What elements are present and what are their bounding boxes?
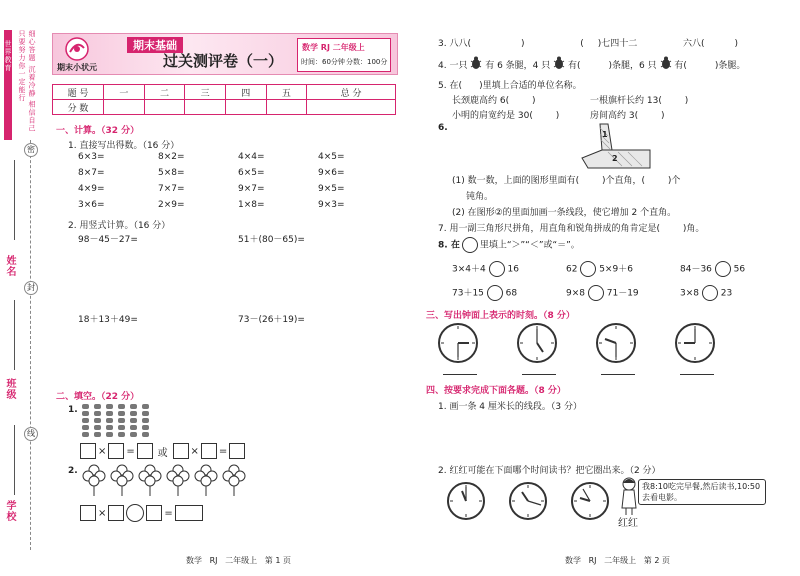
fill-1-equation (80, 443, 245, 459)
series-label: 期末基础 (127, 37, 183, 53)
bead-groups (80, 404, 170, 447)
q8-left: 62 (566, 264, 578, 275)
brand-vertical: 世界教育 (4, 40, 12, 72)
slogan-2: 细心答题 沉着冷静 相信自己 (28, 30, 36, 133)
q8-right: 16 (507, 264, 519, 275)
answer-line[interactable] (443, 374, 477, 375)
calc-item: 5×8= (158, 168, 185, 178)
q4-part: 有 6 条腿，4 只 (485, 61, 551, 71)
score-cell[interactable] (307, 100, 396, 115)
label-school: 学校 (4, 500, 15, 522)
operator-circle[interactable] (126, 504, 144, 522)
q4-part: 有( (568, 61, 581, 71)
calc-item: 9×7= (238, 184, 265, 194)
q8-item (680, 285, 732, 301)
col-1: 一 (104, 85, 145, 100)
girl-name: 红红 (618, 518, 638, 529)
fill-2-equation (80, 504, 203, 522)
q6-shape (578, 122, 658, 175)
q8-post: 里填上“＞”“＜”或“＝”。 (479, 240, 580, 251)
subject-line: 数学 RJ 二年级上 (302, 43, 365, 52)
info-box (297, 38, 391, 72)
fill-2-number: 2. (68, 466, 78, 476)
girl-figure (618, 476, 640, 519)
col-total: 总 分 (307, 85, 396, 100)
calc-item: 1×8= (238, 200, 265, 210)
compare-circle[interactable] (715, 261, 731, 277)
q7: 7. 用一副三角形尺拼角，用直角和锐角拼成的角肯定是( )角。 (438, 224, 705, 234)
vertical-calc-item: 73－(26＋19)= (238, 315, 305, 325)
q6-line-2: (2) 在图形②的里面加画一条线段，使它增加 2 个直角。 (452, 208, 677, 218)
calc-item: 9×3= (318, 200, 345, 210)
op-equals: = (218, 445, 228, 457)
q4-part: 4. 一只 (438, 61, 468, 71)
vertical-calc-item: 98－45－27= (78, 235, 138, 245)
col-2: 二 (144, 85, 185, 100)
op-equals: = (126, 445, 135, 457)
flower-figure (82, 464, 252, 496)
q3-part: ) (520, 39, 525, 49)
score-cell[interactable] (266, 100, 307, 115)
time-label: 时间：60分钟 (301, 58, 345, 66)
answer-box[interactable] (201, 443, 217, 459)
clock (518, 324, 556, 362)
calc-item: 2×9= (158, 200, 185, 210)
q3-part: 3. 八八( (438, 39, 471, 49)
or-word: 或 (157, 447, 168, 459)
q8-right: 56 (733, 264, 746, 275)
answer-line[interactable] (522, 374, 556, 375)
line-name[interactable] (14, 160, 15, 240)
s4-q1: 1. 画一条 4 厘米长的线段。（3 分） (438, 402, 582, 412)
binding-strip (0, 0, 40, 576)
label-class: 班级 (4, 378, 15, 400)
q8-item (452, 261, 519, 277)
header-banner (52, 33, 398, 75)
answer-box[interactable] (108, 505, 124, 521)
q5-title: 5. 在( )里填上合适的单位名称。 (438, 81, 582, 91)
footer-left: 数学 RJ 二年级上 第 1 页 (186, 556, 291, 565)
s4-q2: 2. 红红可能在下面哪个时间读书？把它圈出来。（2 分） (438, 466, 661, 476)
answer-box-wide[interactable] (175, 505, 203, 521)
compare-circle[interactable] (702, 285, 718, 301)
logo (59, 36, 95, 62)
calc-item: 8×2= (158, 152, 185, 162)
reading-clocks-figure (446, 480, 616, 524)
calc-item: 4×5= (318, 152, 345, 162)
logo-icon (59, 36, 95, 62)
calc-item: 6×5= (238, 168, 265, 178)
vertical-calc-item: 18＋13＋49= (78, 315, 138, 325)
line-class[interactable] (14, 300, 15, 370)
q4-part: )条腿，6 只 (608, 61, 657, 71)
beetle-icon (660, 56, 672, 75)
calc-item: 9×6= (318, 168, 345, 178)
answer-box[interactable] (80, 505, 96, 521)
answer-box[interactable] (137, 443, 153, 459)
shape-label-2: 2 (612, 154, 618, 163)
row-label-question: 题 号 (53, 85, 104, 100)
q8-item (452, 285, 517, 301)
q8-title (438, 237, 580, 253)
q2-title: 2. 用竖式计算。（16 分） (68, 221, 171, 231)
answer-line[interactable] (680, 374, 714, 375)
clock (448, 483, 484, 519)
q8-left: 3×8 (680, 288, 699, 299)
reading-clocks (446, 480, 616, 524)
op-times: × (190, 445, 199, 457)
q5-item: 一根旗杆长约 13( ) (590, 96, 689, 106)
calc-item: 6×3= (78, 152, 105, 162)
beetle-icon (470, 56, 482, 75)
calc-item: 4×9= (78, 184, 105, 194)
col-5: 五 (266, 85, 307, 100)
q3-part: ) (734, 39, 739, 49)
section-4-title: 四、按要求完成下面各题。（8 分） (426, 386, 566, 396)
op-times: × (98, 445, 107, 457)
q8-item (680, 261, 745, 277)
q8-item (566, 285, 639, 301)
score-table (52, 84, 396, 115)
col-3: 三 (185, 85, 226, 100)
calc-item: 7×7= (158, 184, 185, 194)
q4-row (438, 56, 745, 75)
q5-item: 房间高约 3( ) (590, 111, 665, 121)
op-times: × (98, 507, 107, 519)
answer-box[interactable] (173, 443, 189, 459)
q8-left: 73＋15 (452, 288, 484, 299)
calc-item: 9×5= (318, 184, 345, 194)
answer-box[interactable] (108, 443, 124, 459)
clock (676, 324, 714, 362)
score-label: 分数：100分 (346, 58, 388, 66)
q4-part: 有( (674, 61, 687, 71)
beetle-icon (553, 56, 565, 75)
q6-line-1: (1) 数一数，上面的图形里面有( )个直角，( )个 (452, 176, 681, 186)
page-title: 过关测评卷（一） (163, 52, 284, 70)
q4-part: )条腿。 (714, 61, 746, 71)
seal-char-feng: 封 (24, 281, 38, 295)
slogan-1: 只要努力你一定能行 (18, 30, 26, 102)
seal-char-xian: 线 (24, 427, 38, 441)
compare-circle[interactable] (588, 285, 604, 301)
row-label-score: 分 数 (53, 100, 104, 115)
q8-item (566, 261, 633, 277)
line-school[interactable] (14, 425, 15, 495)
q6-shape-figure (578, 122, 658, 172)
answer-box[interactable] (80, 443, 96, 459)
score-cell[interactable] (185, 100, 226, 115)
calc-item: 4×4= (238, 152, 265, 162)
seal-char-mi: 密 (24, 143, 38, 157)
clock (510, 483, 546, 519)
op-equals: = (164, 507, 173, 519)
calc-item: 3×6= (78, 200, 105, 210)
section-2-title: 二、填空。（22 分） (56, 392, 140, 402)
clock (572, 483, 608, 519)
q8-left: 9×8 (566, 288, 585, 299)
unit-label: 期末小状元 (57, 63, 97, 72)
clock-row (438, 322, 738, 366)
score-table-score-row (53, 100, 396, 115)
section-1-title: 一、计算。（32 分） (56, 126, 140, 136)
seal-line (30, 140, 31, 550)
q3-part: )七四十二 (597, 39, 638, 49)
answer-box[interactable] (229, 443, 245, 459)
q6-number: 6. (438, 123, 448, 133)
compare-circle[interactable] (489, 261, 505, 277)
q8-right: 5×9＋6 (599, 264, 633, 275)
answer-line[interactable] (601, 374, 635, 375)
compare-circle-sample (462, 237, 478, 253)
q5-item: 长颈鹿高约 6( ) (452, 96, 536, 106)
q3-part: 六八( (683, 39, 705, 49)
section-3-title: 三、写出钟面上表示的时刻。（8 分） (426, 311, 575, 321)
q5-item: 小明的肩宽约是 30( ) (452, 111, 560, 121)
calc-item: 8×7= (78, 168, 105, 178)
q6-line-1b: 钝角。 (466, 192, 494, 202)
answer-box[interactable] (146, 505, 162, 521)
footer-right: 数学 RJ 二年级上 第 2 页 (565, 556, 670, 565)
q8-pre: 8. 在 (438, 240, 460, 251)
vertical-calc-item: 51＋(80－65)= (238, 235, 305, 245)
fill-1-number: 1. (68, 405, 78, 415)
bead-groups-figure (80, 404, 170, 444)
compare-circle[interactable] (487, 285, 503, 301)
col-4: 四 (225, 85, 266, 100)
q3-row (438, 36, 738, 49)
girl-icon (618, 476, 640, 516)
score-table-header-row (53, 85, 396, 100)
q8-right: 23 (720, 288, 733, 299)
clock (439, 324, 477, 362)
speech-bubble-text: 我8:10吃完早餐,然后读书,10:50去看电影。 (642, 482, 761, 502)
q1-title: 1. 直接写出得数。（16 分） (68, 141, 180, 151)
clock-row-figure (438, 322, 738, 366)
score-cell[interactable] (225, 100, 266, 115)
label-name: 姓名 (4, 255, 15, 277)
score-cell[interactable] (144, 100, 185, 115)
shape-label-1: 1 (602, 130, 608, 139)
clock (597, 324, 635, 362)
speech-bubble (638, 479, 766, 505)
q8-right: 68 (505, 288, 518, 299)
q8-left: 84－36 (680, 264, 712, 275)
q3-part: ( (580, 39, 584, 49)
compare-circle[interactable] (580, 261, 596, 277)
q8-right: 71－19 (606, 288, 639, 299)
flower-row (82, 464, 252, 499)
q8-left: 3×4＋4 (452, 264, 486, 275)
score-cell[interactable] (104, 100, 145, 115)
